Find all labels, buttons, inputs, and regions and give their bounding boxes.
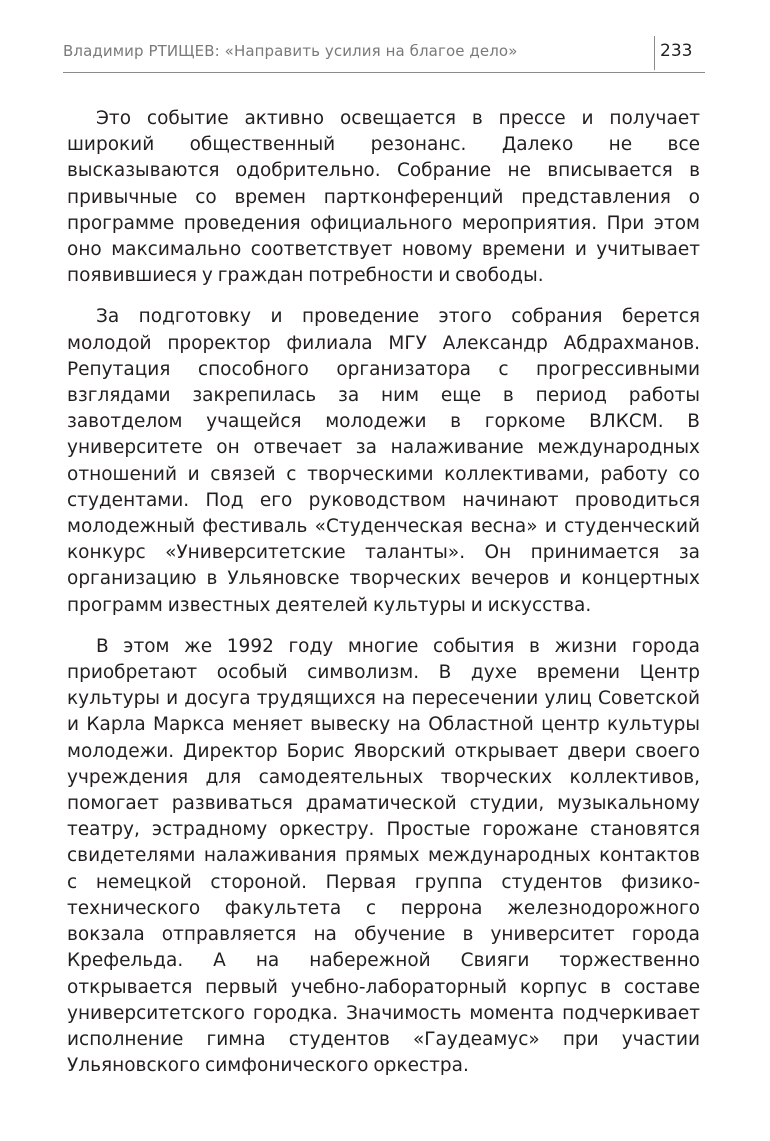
paragraph-3: В этом же 1992 году многие события в жизни города приобретают особый символизм. В духе времени Центр культуры и досуга трудящихся на пересечении улиц Советской и Карла Маркса меняет вывеску на Областной центр культуры молодежи. Директор Борис Яворский открывает двери своего учреждения для самодеятельных творческих коллективов, помогает развиваться драматической студии, музыкальному театру, эстрадному оркестру. Простые горожане становятся свидетелями налаживания прямых международных контактов с немецкой стороной. Первая группа студентов физико-технического факультета с перрона железнодорожного вокзала отправляется на обучение в университет города Крефельда. А на набережной Свияги торжественно открывается первый учебно-лабораторный корпус в составе университетского городка. Значимость момента подчеркивает исполнение гимна студентов «Гаудеамус» при участии Ульяновского симфонического оркестра. bbox=[67, 635, 700, 1077]
running-title: Владимир РТИЩЕВ: «Направить усилия на благое дело» bbox=[63, 42, 518, 60]
running-head bbox=[63, 36, 705, 70]
paragraph-1: Это событие активно освещается в прессе и получает широкий общественный резонанс. Далеко не все высказываются одобрительно. Собрание не вписывается в привычные со времен партконференций представления о программе проведения официального мероприятия. При этом оно максимально соответствует новому времени и учитывает появившиеся у граждан потребности и свободы. bbox=[67, 108, 700, 287]
page-number: 233 bbox=[660, 41, 693, 61]
body-text bbox=[67, 106, 700, 1094]
header-divider bbox=[654, 36, 655, 70]
header-rule bbox=[63, 72, 705, 73]
paragraph-2: За подготовку и проведение этого собрания берется молодой проректор филиала МГУ Александр Абдрахманов. Репутация способного организатора с прогрессивными взглядами закрепилась за ним еще в период работы завотделом учащейся молодежи в горкоме ВЛКСМ. В университете он отвечает за налаживание международных отношений и связей с творческими коллективами, работу со студентами. Под его руководством начинают проводиться молодежный фестиваль «Студенческая весна» и студенческий конкурс «Университетские таланты». Он принимается за организацию в Ульяновске творческих вечеров и концертных программ известных деятелей культуры и искусства. bbox=[67, 306, 700, 616]
